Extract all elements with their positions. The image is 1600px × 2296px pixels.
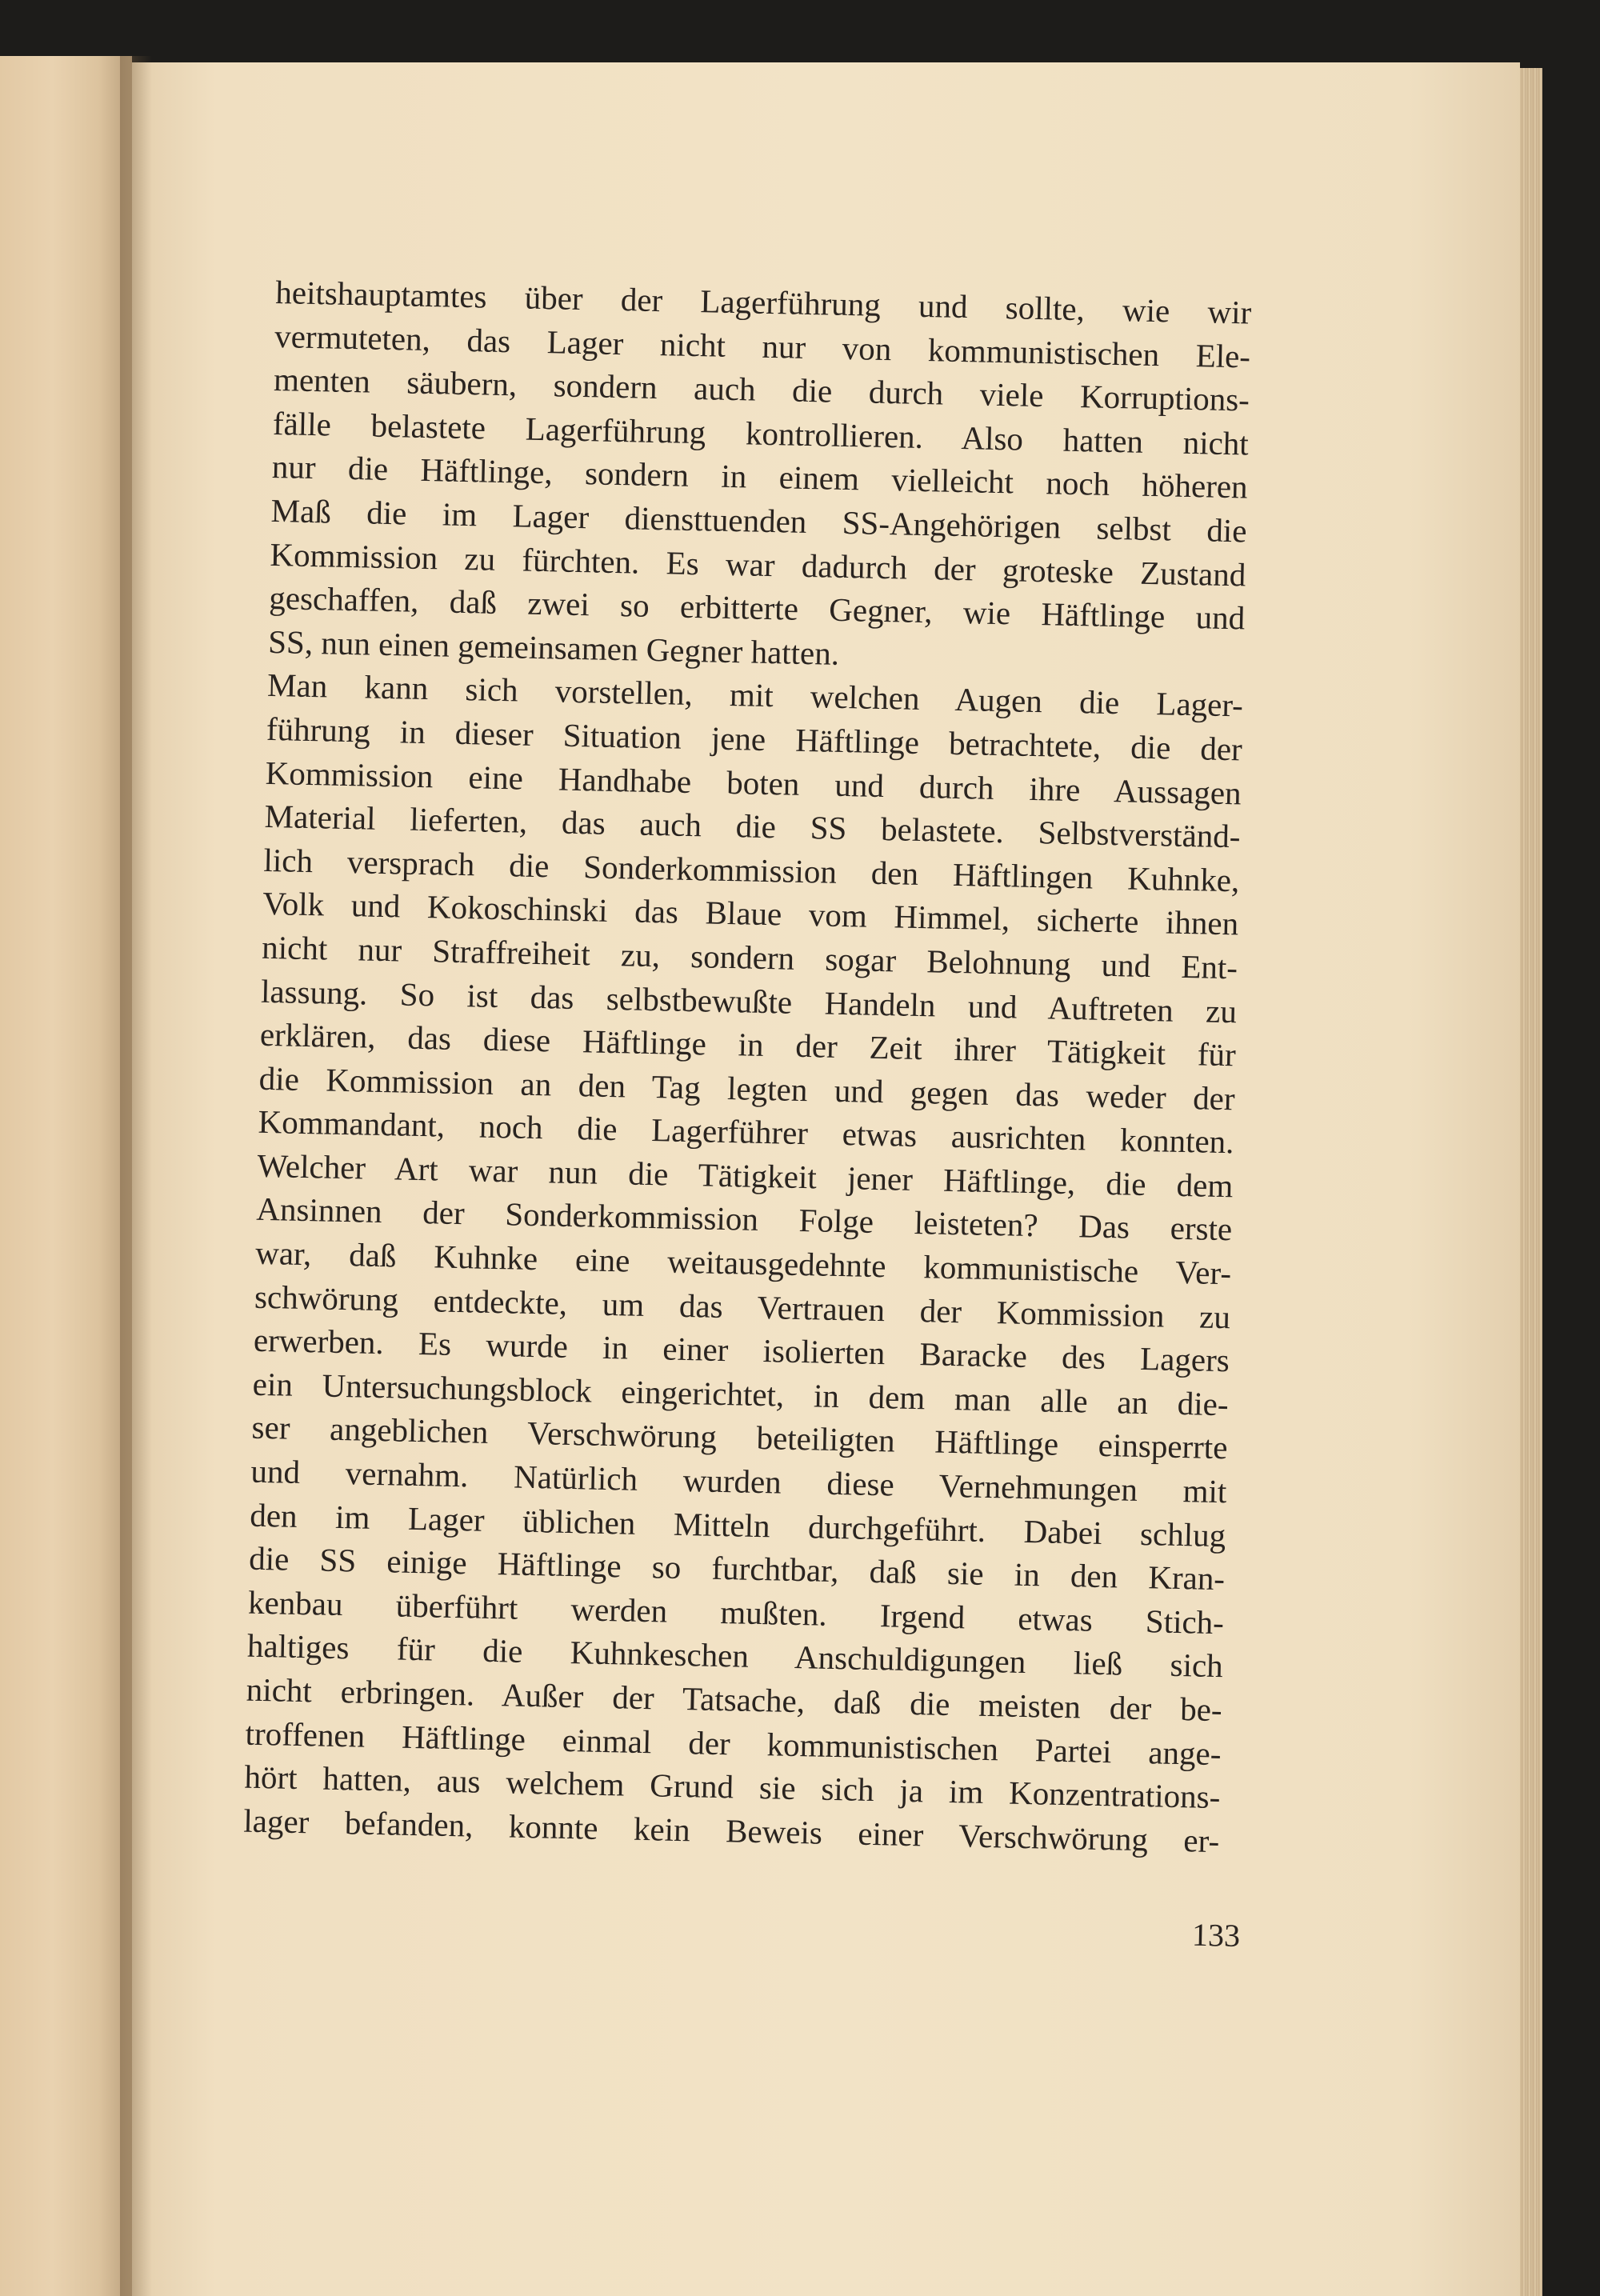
body-text [243,270,1252,1862]
text-line: geschaffen, daß zwei so erbitterte Gegner, wie Häftlinge und [268,579,1246,637]
left-page [0,56,132,2296]
text-line: hört hatten, aus welchem Grund sie sich ja im Konzentrations- [244,1758,1221,1816]
text-line: nicht nur Straffreiheit zu, sondern sogar Belohnung und Ent- [261,928,1238,986]
text-line: lassung. So ist das selbstbewußte Handeln und Auftreten zu [260,972,1238,1030]
text-line: die SS einige Häftlinge so furchtbar, daß sie in den Kran- [248,1539,1226,1598]
text-line: und vernahm. Natürlich wurden diese Vernehmungen mit [250,1452,1227,1510]
text-line: erwerben. Es wurde in einer isolierten Baracke des Lagers [253,1321,1230,1379]
text-line: lager befanden, konnte kein Beweis einer Verschwörung er- [242,1802,1220,1859]
text-line: Material lieferten, das auch die SS belastete. Selbstverständ- [264,797,1241,855]
text-line: ser angeblichen Verschwörung beteiligten Häftlinge einsperrte [251,1409,1228,1466]
text-line: nicht erbringen. Außer der Tatsache, daß die meisten der be- [246,1670,1223,1729]
text-line: führung in dieser Situation jene Häftlinge betrachtete, die der [266,710,1243,768]
text-line: Volk und Kokoschinski das Blaue vom Himmel, sicherte ihnen [262,885,1239,942]
text-line: Kommission zu fürchten. Es war dadurch der groteske Zustand [270,535,1246,594]
text-line: war, daß Kuhnke eine weitausgedehnte kommunistische Ver- [254,1234,1232,1292]
text-line: Kommission eine Handhabe boten und durch ihre Aussagen [265,754,1242,811]
text-line: menten säubern, sondern auch die durch viele Korruptions- [273,361,1250,418]
text-line: Man kann sich vorstellen, mit welchen Augen die Lager- [266,666,1244,724]
text-line: kenbau überführt werden mußten. Irgend etwas Stich- [247,1583,1225,1641]
text-line: Ansinnen der Sonderkommission Folge leisteten? Das erste [255,1190,1233,1248]
text-line: fälle belastete Lagerführung kontrollieren. Also hatten nicht [272,404,1250,462]
text-line: Maß die im Lager diensttuenden SS-Angehörigen selbst die [270,491,1247,550]
text-line: heitshauptamtes über der Lagerführung und sollte, wie wir [274,273,1252,331]
text-line: vermuteten, das Lager nicht nur von kommunistischen Ele- [274,317,1251,375]
page-number: 133 [1191,1916,1241,1954]
book-gutter [120,56,152,2296]
text-line: troffenen Häftlinge einmal der kommunistischen Partei ange- [245,1714,1222,1772]
text-line: haltiges für die Kuhnkeschen Anschuldigungen ließ sich [246,1627,1224,1685]
text-line: nur die Häftlinge, sondern in einem vielleicht noch höheren [271,448,1249,506]
text-line: lich versprach die Sonderkommission den Häftlingen Kuhnke, [263,841,1240,899]
text-line: den im Lager üblichen Mitteln durchgeführt. Dabei schlug [249,1496,1226,1554]
text-line: schwörung entdeckte, um das Vertrauen der Kommission zu [254,1278,1231,1335]
text-line: SS, nun einen gemeinsamen Gegner hatten. [267,622,840,672]
page-edges [1520,68,1542,2296]
text-line: erklären, das diese Häftlinge in der Zeit ihrer Tätigkeit für [259,1015,1237,1074]
text-line: Welcher Art war nun die Tätigkeit jener Häftlinge, die dem [257,1146,1234,1205]
text-line: Kommandant, noch die Lagerführer etwas ausrichten konnten. [258,1103,1234,1161]
text-line: die Kommission an den Tag legten und gegen das weder der [258,1059,1236,1118]
text-line: ein Untersuchungsblock eingerichtet, in dem man alle an die- [252,1365,1230,1423]
